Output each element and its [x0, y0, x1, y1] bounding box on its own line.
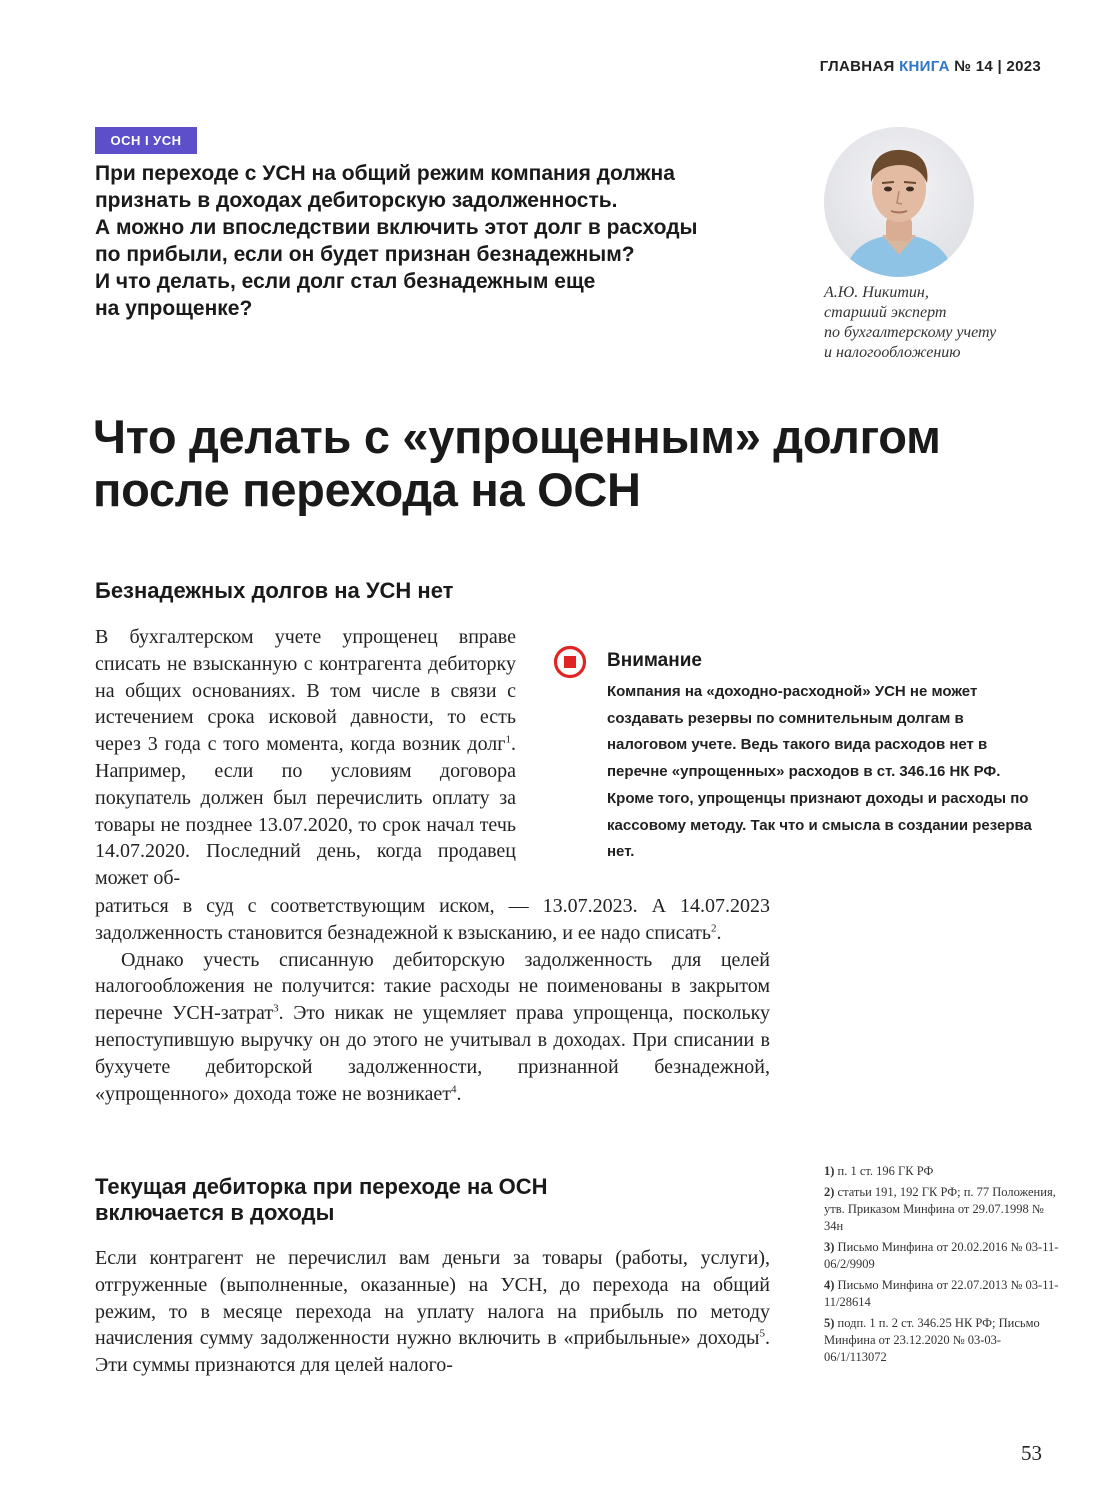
header-accent: КНИГА [899, 58, 950, 75]
body-text: . [716, 921, 722, 944]
author-name: А.Ю. Никитин, [824, 284, 929, 301]
footnote-ref-2: 2 [711, 922, 717, 935]
lead-paragraph [95, 160, 785, 322]
footnote [824, 1163, 1059, 1180]
article-title [93, 410, 1053, 516]
body-text: В бухгалтерском учете упрощенец вправе списать не взысканную с контрагента дебиторку на общих основаниях. В том числе в связи с истечением срока исковой давности, то есть через 3 года с того момента, когда возник долг [95, 626, 516, 756]
lead-line: на упрощенке? [95, 297, 253, 320]
author-photo [824, 127, 974, 277]
author-portrait-image [824, 127, 974, 277]
body-text: . Эти суммы признаются для целей налого- [95, 1327, 770, 1377]
lead-line: А можно ли впоследствии включить этот долг в расходы [95, 216, 698, 239]
body-text: ратиться в суд с соответствующим иском, — 13.07.2023. А 14.07.2023 задолженность становится безнадежной к взысканию, и ее надо списать [95, 895, 770, 944]
section-heading-2 [95, 1174, 775, 1226]
body-text: Однако учесть списанную дебиторскую задолженность для целей налогообложения не получится: такие расходы не поименованы в закрытом перечне УСН-затрат [95, 948, 770, 1025]
footnote [824, 1277, 1059, 1311]
footnote-text: статьи 191, 192 ГК РФ; п. 77 Положения, утв. Приказом Минфина от 29.07.1998 № 34н [824, 1185, 1056, 1233]
lead-line: признать в доходах дебиторскую задолженность. [95, 189, 618, 212]
footnote-number: 3) [824, 1240, 835, 1254]
footnote-text: Письмо Минфина от 22.07.2013 № 03-11-11/28614 [824, 1278, 1059, 1309]
footnote-number: 5) [824, 1316, 835, 1330]
section-heading-2-line-2: включается в доходы [95, 1200, 335, 1225]
title-line-1: Что делать с «упрощенным» долгом [93, 410, 941, 463]
footnote-ref-3: 3 [273, 1002, 279, 1015]
section1-paragraph-1-narrow [95, 624, 516, 892]
footnote [824, 1184, 1059, 1235]
title-line-2: после перехода на ОСН [93, 463, 641, 516]
footnote-number: 2) [824, 1185, 835, 1199]
author-role: по бухгалтерскому учету [824, 324, 997, 341]
page-number: 53 [1021, 1441, 1042, 1465]
footnote-number: 4) [824, 1278, 835, 1292]
footnote-ref-4: 4 [451, 1082, 457, 1095]
footnote [824, 1239, 1059, 1273]
body-text: . Это никак не ущемляет права упрощенца, поскольку непоступившую выручку он до этого не учитывал в доходах. При списании в бухучете дебиторской задолженности, признанной безнадежной, «упрощенного» дохода тоже не возникает [95, 1002, 770, 1105]
lead-line: И что делать, если долг стал безнадежным еще [95, 270, 596, 293]
body-text: . Например, если по условиям договора покупатель должен был перечислить оплату за товары не позднее 13.07.2020, то срок начал течь 14.07.2020. Последний день, когда продавец может об- [95, 733, 516, 890]
author-caption [824, 283, 1054, 363]
footnote-number: 1) [824, 1164, 835, 1178]
header-prefix: ГЛАВНАЯ [819, 58, 895, 75]
lead-line: При переходе с УСН на общий режим компания должна [95, 162, 675, 185]
footnote-ref-1: 1 [505, 733, 511, 746]
lead-line: по прибыли, если он будет признан безнадежным? [95, 243, 635, 266]
category-tag: ОСН І УСН [95, 127, 197, 154]
section1-paragraph-1-wide [95, 893, 770, 1107]
author-role: старший эксперт [824, 304, 947, 321]
section2-paragraph [95, 1245, 770, 1379]
author-role: и налогообложению [824, 344, 961, 361]
header-issue: № 14 | 2023 [954, 58, 1041, 75]
footnote-text: подп. 1 п. 2 ст. 346.25 НК РФ; Письмо Минфина от 23.12.2020 № 03-03-06/1/113072 [824, 1316, 1040, 1364]
footnote-text: Письмо Минфина от 20.02.2016 № 03-11-06/2/9909 [824, 1240, 1059, 1271]
magazine-header [820, 58, 1041, 75]
footnote-text: п. 1 ст. 196 ГК РФ [837, 1164, 934, 1178]
section-heading-2-line-1: Текущая дебиторка при переходе на ОСН [95, 1174, 548, 1199]
footnote-ref-5: 5 [759, 1327, 765, 1340]
body-text: . [456, 1082, 462, 1105]
footnotes [824, 1163, 1059, 1370]
body-text: Если контрагент не перечислил вам деньги за товары (работы, услуги), отгруженные (выполненные, оказанные) на УСН, до перехода на общий режим, то в месяце перехода на уплату налога на прибыль по методу начисления сумму задолженности нужно включить в «прибыльные» доходы [95, 1247, 770, 1350]
attention-title: Внимание [607, 650, 702, 671]
attention-icon [553, 645, 587, 679]
footnote [824, 1315, 1059, 1366]
section-heading-1: Безнадежных долгов на УСН нет [95, 578, 454, 603]
attention-text: Компания на «доходно-расходной» УСН не может создавать резервы по сомнительным долгам в налоговом учете. Ведь такого вида расходов нет в перечне «упрощенных» расходов в ст. 346.16 НК РФ. Кроме того, упрощенцы признают доходы и расходы по кассовому методу. Так что и смысла в создании резерва нет. [607, 683, 1032, 861]
